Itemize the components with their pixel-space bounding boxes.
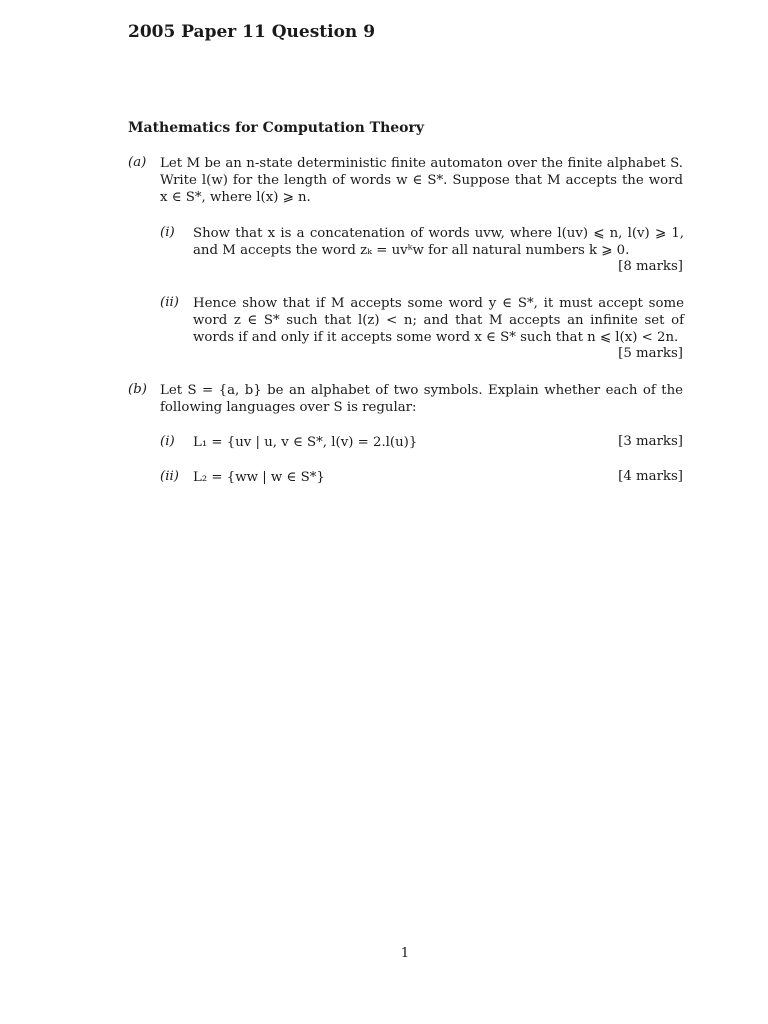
part-b-label: (b): [128, 382, 147, 397]
part-a-i-line-1: Show that x is a concatenation of words uvw, where l(uv) ⩽ n, l(v) ⩾ 1,: [193, 226, 684, 241]
part-b-i-text: L₁ = {uv | u, v ∈ S*, l(v) = 2.l(u)}: [193, 435, 418, 450]
part-b-line-2: following languages over S is regular:: [160, 400, 417, 415]
part-a-line-3: x ∈ S*, where l(x) ⩾ n.: [160, 190, 311, 205]
part-b-ii-label: (ii): [160, 469, 179, 484]
part-a-ii-marks: [5 marks]: [618, 346, 683, 361]
part-b-ii-marks: [4 marks]: [618, 469, 683, 484]
section-title: Mathematics for Computation Theory: [128, 120, 425, 136]
part-b-text: [160, 382, 683, 416]
part-b-i-label: (i): [160, 434, 175, 449]
part-a-line-2: Write l(w) for the length of words w ∈ S*. Suppose that M accepts the word: [160, 173, 683, 188]
part-a-i-text: [193, 225, 684, 259]
part-b-line-1: Let S = {a, b} be an alphabet of two symbols. Explain whether each of the: [160, 383, 683, 398]
part-a-i-line-2: and M accepts the word zₖ = uvᵏw for all natural numbers k ⩾ 0.: [193, 243, 630, 258]
part-a-ii-text: [193, 295, 684, 346]
part-a-ii-line-3: words if and only if it accepts some word x ∈ S* such that n ⩽ l(x) < 2n.: [193, 330, 679, 345]
part-a-text: [160, 155, 683, 206]
part-b-i-marks: [3 marks]: [618, 434, 683, 449]
part-a-ii-label: (ii): [160, 295, 179, 310]
page-header: 2005 Paper 11 Question 9: [128, 22, 376, 42]
part-a-label: (a): [128, 155, 147, 170]
part-a-ii-line-2: word z ∈ S* such that l(z) < n; and that M accepts an infinite set of: [193, 313, 684, 328]
part-a-line-1: Let M be an n-state deterministic finite automaton over the finite alphabet S.: [160, 156, 683, 171]
part-a-i-marks: [8 marks]: [618, 259, 683, 274]
part-a-i-label: (i): [160, 225, 175, 240]
part-b-ii-text: L₂ = {ww | w ∈ S*}: [193, 470, 325, 485]
part-a-ii-line-1: Hence show that if M accepts some word y ∈ S*, it must accept some: [193, 296, 684, 311]
page-number: 1: [400, 946, 410, 961]
